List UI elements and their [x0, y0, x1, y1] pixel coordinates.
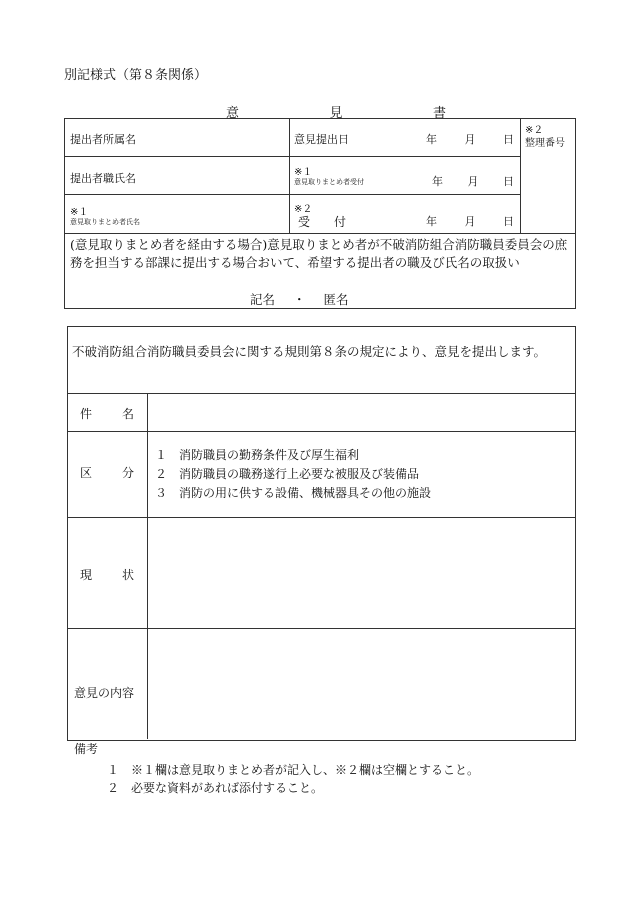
note1-mark: ※１ [294, 167, 313, 178]
status-label [80, 566, 134, 583]
named-option[interactable]: 記名 [250, 292, 276, 307]
summarizer-name-label: 意見取りまとめ者氏名 [70, 218, 140, 226]
note1-mark: ※１ [70, 207, 89, 218]
day-label: 日 [503, 133, 514, 146]
serial-number-cell [525, 124, 565, 150]
anonymity-choice[interactable] [250, 290, 349, 308]
status-label-char-2: 状 [121, 568, 134, 582]
anonymous-option[interactable]: 匿名 [323, 292, 349, 307]
month-label: 月 [464, 133, 476, 146]
category-label-char-1: 区 [80, 466, 93, 480]
remark-item-2: ２ 必要な資料があれば添付すること。 [107, 781, 324, 795]
submission-statement: 不破消防組合消防職員委員会に関する規則第８条の規定により、意見を提出します。 [72, 344, 547, 359]
title-char-3: 書 [432, 106, 446, 121]
subject-label-char-1: 件 [80, 407, 93, 421]
note2-mark: ※２ [294, 204, 313, 215]
title-char-2: 見 [329, 106, 343, 121]
submit-date-label: 意見提出日 [294, 133, 349, 146]
dept-label: 提出者所属名 [70, 133, 136, 146]
separator-dot: ・ [293, 292, 306, 307]
status-field[interactable] [149, 519, 573, 627]
title-char-1: 意 [226, 106, 240, 121]
year-label: 年 [426, 133, 437, 146]
status-label-char-1: 現 [80, 568, 93, 582]
subject-label [80, 405, 134, 422]
month-label: 月 [464, 215, 476, 228]
category-option-2[interactable]: ２ 消防職員の職務遂行上必要な被服及び装備品 [155, 467, 420, 481]
category-label-char-2: 分 [121, 466, 134, 480]
form-caption: 別記様式（第８条関係） [64, 68, 208, 83]
serial-number-label: 整理番号 [525, 138, 565, 149]
opinion-content-field[interactable] [149, 630, 573, 738]
submit-date-field[interactable] [426, 131, 514, 147]
month-label: 月 [467, 175, 479, 188]
remark-item-1: １ ※１欄は意見取りまとめ者が記入し、※２欄は空欄とすること。 [107, 763, 480, 777]
day-label: 日 [503, 175, 514, 188]
opinion-content-label: 意見の内容 [74, 686, 135, 700]
reception-date-field[interactable] [426, 213, 514, 229]
receipt-date-field[interactable] [432, 173, 514, 189]
year-label: 年 [432, 175, 443, 188]
note2-mark: ※２ [525, 125, 544, 136]
subject-field[interactable] [149, 395, 573, 430]
category-option-1[interactable]: １ 消防職員の勤務条件及び厚生福利 [155, 448, 360, 462]
category-label [80, 464, 134, 481]
reception-label: 受 付 [298, 215, 347, 229]
category-option-3[interactable]: ３ 消防の用に供する設備、機械器具その他の施設 [155, 486, 432, 500]
anonymity-text: (意見取りまとめ者を経由する場合)意見取りまとめ者が不破消防組合消防職員委員会の庶務を担当する部課に提出する場合おいて、希望する提出者の職及び氏名の取扱い [70, 237, 568, 270]
year-label: 年 [426, 215, 437, 228]
name-label: 提出者職氏名 [70, 172, 136, 185]
subject-label-char-2: 名 [121, 407, 134, 421]
receiver-label: 意見取りまとめ者受付 [294, 178, 364, 186]
remarks-heading: 備考 [74, 742, 99, 756]
category-list[interactable] [155, 446, 431, 503]
day-label: 日 [503, 215, 514, 228]
